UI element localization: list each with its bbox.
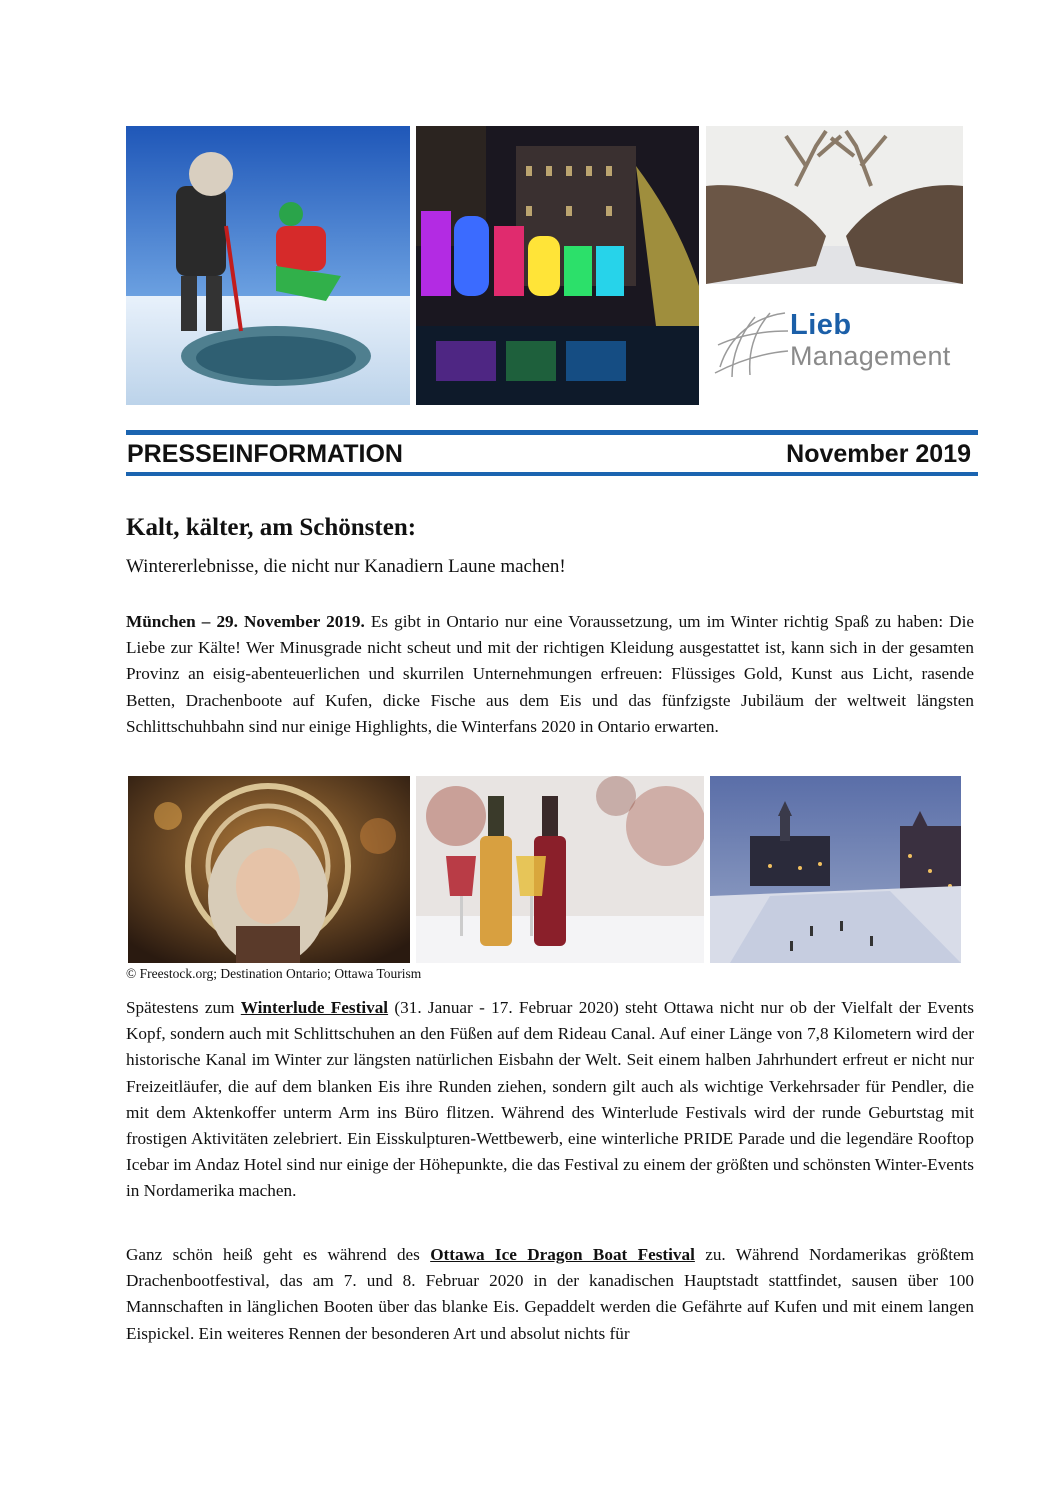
dragon-boat-paragraph — [126, 1242, 974, 1347]
winterlude-paragraph — [126, 995, 974, 1205]
press-info-title: PRESSEINFORMATION — [127, 440, 403, 468]
rideau-canal-photo — [710, 776, 961, 963]
press-info-date: November 2019 — [786, 440, 971, 468]
article-subheadline: Wintererlebnisse, die nicht nur Kanadiern Laune machen! — [126, 556, 566, 577]
p3-body: zu. Während Nordamerikas größtem Drachenbootfestival, das am 7. und 8. Februar 2020 in der kanadischen Hauptstadt stattfindet, sausen über 100 Mannschaften in länglichen Booten über das blanke Eis. Gepaddelt werden die Gefährte auf Kufen und mit einem langen Eispickel. Ein weiteres Rennen der besonderen Art und absolut nichts für — [126, 1245, 974, 1343]
dragon-boat-festival-link[interactable]: Ottawa Ice Dragon Boat Festival — [430, 1245, 695, 1264]
company-logo — [710, 305, 965, 385]
p2-lead: Spätestens zum — [126, 998, 241, 1017]
header-bottom-rule — [126, 472, 978, 476]
ice-wine-photo — [416, 776, 704, 963]
logo-text-management: Management — [790, 341, 951, 371]
ice-fishing-photo — [126, 126, 410, 405]
intro-paragraph — [126, 609, 974, 740]
winterlude-festival-link[interactable]: Winterlude Festival — [240, 998, 389, 1017]
dateline: München – 29. November 2019. — [126, 612, 365, 631]
photo-caption: © Freestock.org; Destination Ontario; Ottawa Tourism — [126, 966, 422, 981]
light-portrait-photo — [128, 776, 410, 963]
logo-text-lieb: Lieb — [790, 309, 852, 341]
header-top-rule — [126, 430, 978, 435]
article-headline: Kalt, kälter, am Schönsten: — [126, 514, 417, 541]
intro-text: Es gibt in Ontario nur eine Voraussetzung, um im Winter richtig Spaß zu haben: Die Liebe zur Kälte! Wer Minusgrade nicht scheut und mit der richtigen Kleidung ausgestattet ist, kann sich in der gesamten Provinz an eisig-abenteuerlichen und skurrilen Unternehmungen erfreuen: Flüssiges Gold, Kunst aus Licht, rasende Betten, Drachenboote auf Kufen, dicke Fische aus dem Eis und das fünfzigste Jubiläum der weltweit längsten Schlittschuhbahn sind nur einige Highlights, die Winterfans 2020 in Ontario erwarten. — [126, 612, 974, 736]
toronto-sign-photo — [416, 126, 699, 405]
p2-body: (31. Januar - 17. Februar 2020) steht Ottawa nicht nur ob der Vielfalt der Events Kopf, sondern auch mit Schlittschuhen an den Füßen auf dem Rideau Canal. Auf einer Länge von 7,8 Kilometern wird der historische Kanal im Winter zur längsten natürlichen Eisbahn der Welt. Seit einem halben Jahrhundert erfreut er nicht nur Freizeitläufer, die auf dem blanken Eis ihre Runden ziehen, sondern gilt auch als wichtige Verkehrsader für Pendler, die mit dem Aktenkoffer unterm Arm ins Büro flitzen. Während des Winterlude Festivals wird der runde Geburtstag mit frostigen Aktivitäten zelebriert. Ein Eisskulpturen-Wettbewerb, eine winterliche PRIDE Parade und die legendäre Rooftop Icebar im Andaz Hotel sind nur einige der Höhepunkte, die das Festival zu einem der größten und schönsten Winter-Events in Nordamerika machen. — [126, 998, 974, 1201]
p3-lead: Ganz schön heiß geht es während des — [126, 1245, 431, 1264]
logo-globe-icon — [710, 305, 790, 385]
elk-photo — [706, 126, 963, 284]
